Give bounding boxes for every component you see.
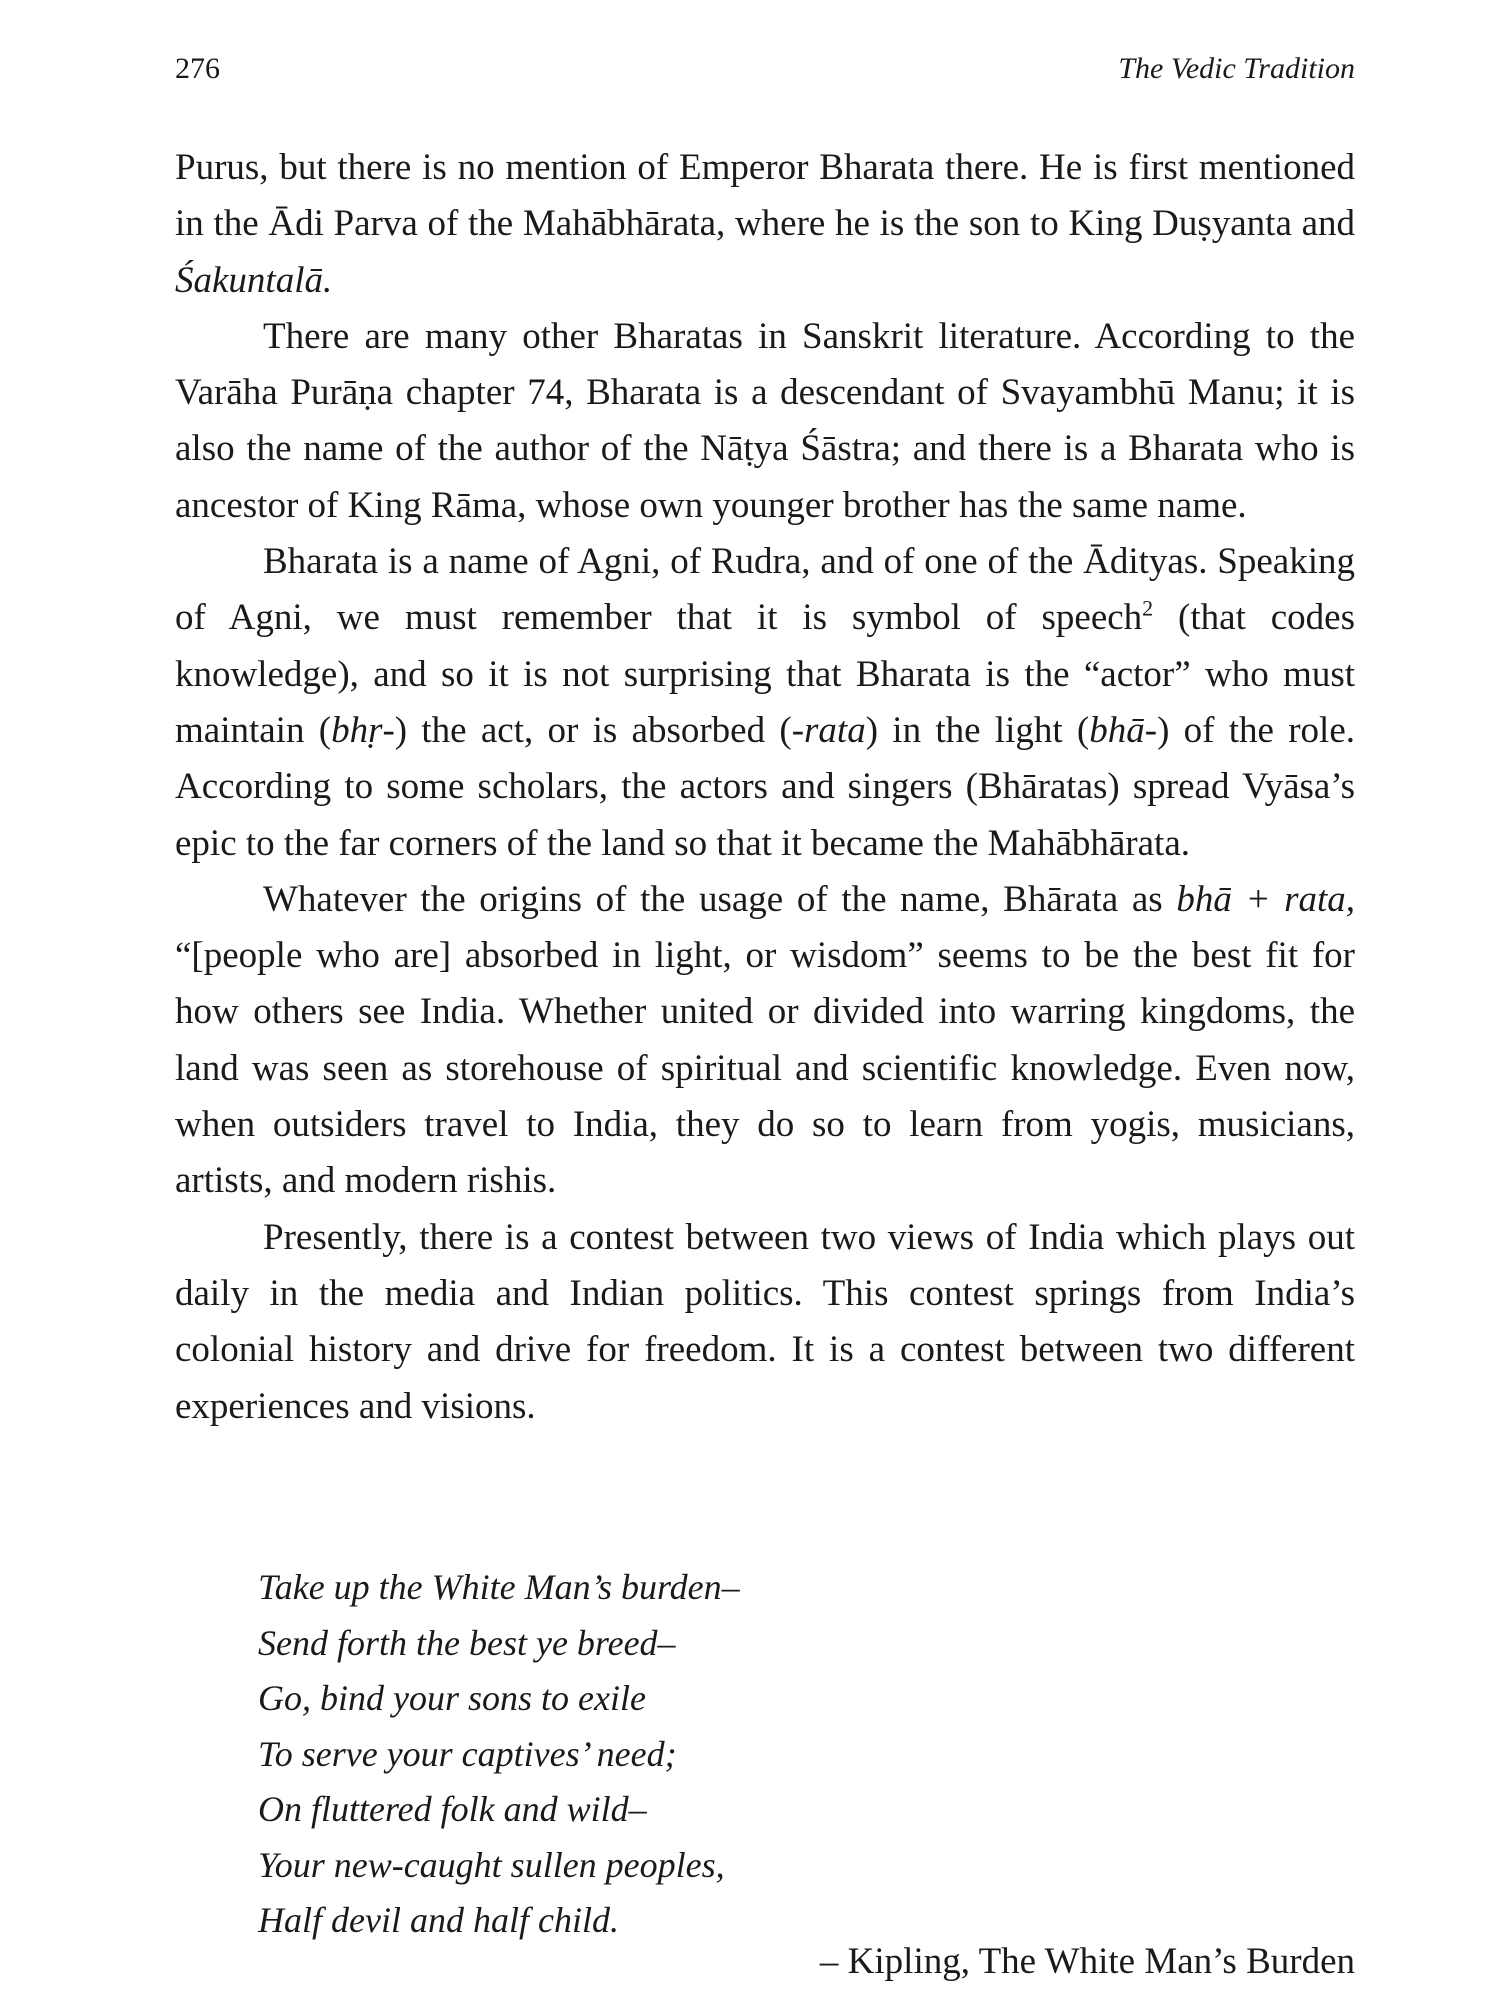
verse-line: Half devil and half child. bbox=[258, 1900, 619, 1940]
verse-line: Take up the White Man’s burden– bbox=[258, 1567, 740, 1607]
verse-line: Your new-caught sullen peoples, bbox=[258, 1844, 725, 1885]
paragraph-3-italic-1: bhṛ- bbox=[331, 709, 395, 751]
paragraph-3-italic-3: bhā- bbox=[1089, 709, 1158, 751]
paragraph-4-text-b: “[people who are] absorbed in light, or wisdom” seems to be the best fit for how others see India. Whether united or divided into warring kingdoms, the land was seen as storehouse of spiritual and scientific knowledge. Even now, when outsiders travel to India, they do so to learn from yogis, musicians, artists, and modern rishis. bbox=[175, 935, 1355, 1202]
paragraph-3-text-e: ) of the role. According to some scholars, the actors and singers (Bhāratas) spread Vyāsa’s epic to the far corners of the land so that it became the Mahābhārata. bbox=[175, 709, 1355, 864]
paragraph-4-italic: bhā + rata, bbox=[1176, 878, 1355, 920]
page-number: 276 bbox=[175, 52, 220, 85]
paragraph-3-text-d: ) in the light ( bbox=[865, 709, 1090, 751]
verse-line: On fluttered folk and wild– bbox=[258, 1789, 647, 1829]
paragraph-4 bbox=[175, 872, 1355, 1210]
verse-line: Send forth the best ye breed– bbox=[258, 1622, 676, 1663]
paragraph-2-text: There are many other Bharatas in Sanskrit literature. According to the Varāha Purāṇa chapter 74, Bharata is a descendant of Svayambhū Manu; it is also the name of the author of the Nāṭya Śāstra; and there is a Bharata who is ancestor of King Rāma, whose own younger brother has the same name. bbox=[175, 315, 1355, 526]
paragraph-5-text: Presently, there is a contest between two views of India which plays out daily in the media and Indian politics. This contest springs from India’s colonial history and drive for freedom. It is a contest between two different experiences and visions. bbox=[175, 1216, 1355, 1427]
paragraph-5 bbox=[175, 1210, 1355, 1435]
verse-line: Go, bind your sons to exile bbox=[258, 1678, 646, 1718]
paragraph-2 bbox=[175, 309, 1355, 534]
paragraph-3-text-c: ) the act, or is absorbed ( bbox=[394, 709, 792, 751]
paragraph-3 bbox=[175, 534, 1355, 872]
paragraph-3-text-b: (that codes knowledge), and so it is not surprising that Bharata is the “actor” who must maintain ( bbox=[175, 597, 1355, 751]
paragraph-1-italic: Śakuntalā. bbox=[175, 259, 333, 301]
running-title: The Vedic Tradition bbox=[1118, 52, 1355, 85]
paragraph-3-text-a: Bharata is a name of Agni, of Rudra, and of one of the Ādityas. Speaking of Agni, we must remember that it is symbol of speech bbox=[175, 541, 1355, 639]
paragraph-1-text: Purus, but there is no mention of Emperor Bharata there. He is first mentioned in the Ādi Parva of the Mahābhārata, where he is the son to King Duṣyanta and bbox=[175, 147, 1355, 245]
quote-attribution: – Kipling, The White Man’s Burden bbox=[819, 1941, 1355, 1982]
paragraph-4-text-a: Whatever the origins of the usage of the name, Bhārata as bbox=[263, 878, 1177, 920]
paragraph-3-italic-2: -rata bbox=[791, 709, 866, 751]
verse-line: To serve your captives’ need; bbox=[258, 1733, 677, 1774]
poem-quote bbox=[258, 1560, 740, 1949]
page-header bbox=[175, 52, 1355, 92]
footnote-ref-2[interactable]: 2 bbox=[1142, 596, 1154, 622]
paragraph-1 bbox=[175, 140, 1355, 309]
body-text bbox=[175, 140, 1355, 1435]
